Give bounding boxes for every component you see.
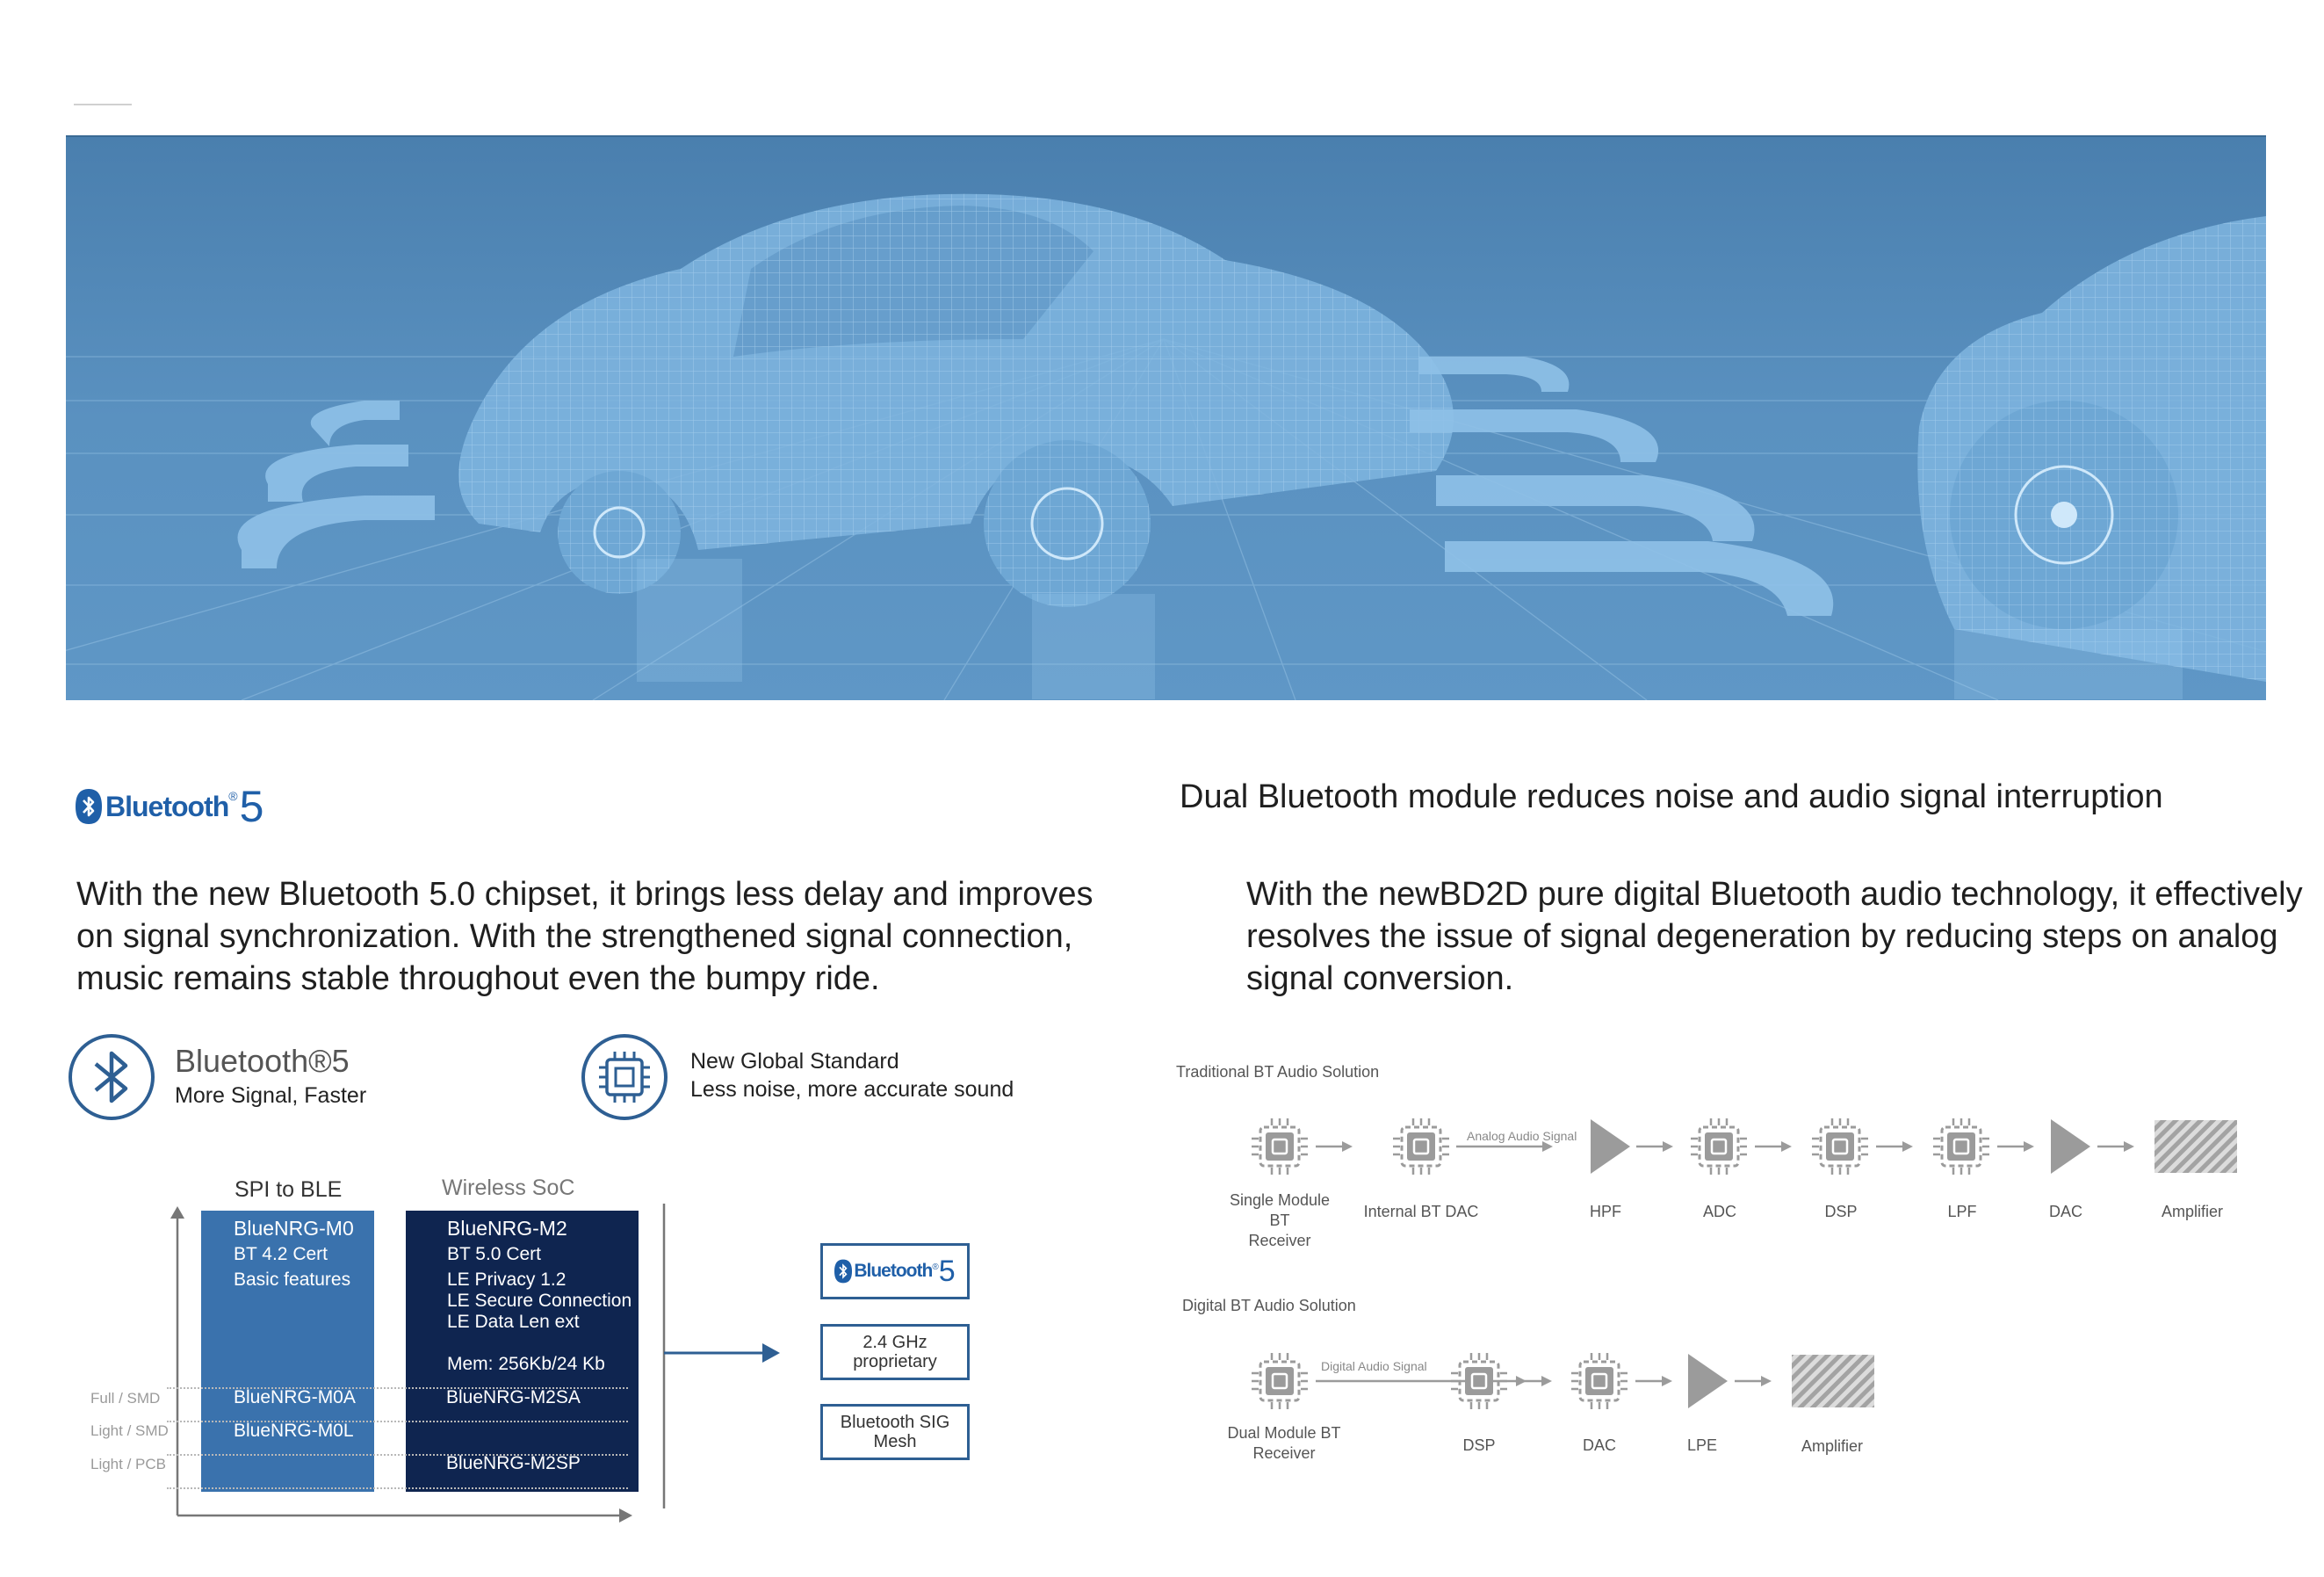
- bluetooth-logo-word: Bluetooth: [105, 790, 229, 822]
- digital-label-amplifier: Amplifier: [1801, 1437, 1863, 1455]
- variant-bluenrg-m2sa: BlueNRG-M2SA: [446, 1387, 581, 1407]
- left-paragraph: [76, 873, 1174, 1000]
- right-paragraph: [1246, 873, 2322, 1000]
- bluetooth-logo-icon: [76, 789, 102, 824]
- chip-feature: BT 5.0 Cert: [447, 1244, 541, 1264]
- traditional-label-lpf: LPF: [1947, 1203, 1977, 1220]
- traditional-label-receiver: Single Module BT Receiver: [1229, 1191, 1331, 1249]
- column-header-spi-to-ble: SPI to BLE: [235, 1177, 343, 1202]
- chip-icon: [1571, 1353, 1628, 1409]
- traditional-label-internal-dac: Internal BT DAC: [1363, 1203, 1479, 1220]
- left-paragraph-line: With the new Bluetooth 5.0 chipset, it brings less delay and improves: [76, 876, 1093, 913]
- chip-icon: [1252, 1118, 1308, 1175]
- side-box-logo-word: Bluetooth: [854, 1261, 933, 1281]
- bluetooth5-logo: [76, 784, 263, 829]
- feature-standard-line1: New Global Standard: [690, 1049, 899, 1074]
- chip-icon: [1393, 1118, 1449, 1175]
- digital-label-dac: DAC: [1582, 1436, 1616, 1454]
- chip-icon: [1252, 1353, 1308, 1409]
- side-box-logo-reg: ®: [932, 1262, 939, 1272]
- right-paragraph-line: With the newBD2D pure digital Bluetooth audio technology, it effectively: [1246, 876, 2303, 913]
- column-header-wireless-soc: Wireless SoC: [442, 1176, 575, 1200]
- filter-triangle-icon: [2051, 1119, 2090, 1174]
- chip-chart-output-arrow: [660, 1199, 788, 1516]
- traditional-label-dac: DAC: [2048, 1203, 2082, 1220]
- variant-bluenrg-m0a: BlueNRG-M0A: [234, 1387, 356, 1407]
- amplifier-hatch-icon: [2154, 1120, 2237, 1173]
- traditional-label-amplifier: Amplifier: [2161, 1203, 2223, 1220]
- side-box-bluetooth5: [820, 1243, 970, 1299]
- feature-bluetooth5-title: Bluetooth®5: [175, 1043, 350, 1079]
- bluetooth-logo-version: 5: [239, 782, 264, 831]
- filter-triangle-icon: [1591, 1119, 1630, 1174]
- bluetooth-logo-icon: [834, 1259, 852, 1284]
- traditional-flow-title: Traditional BT Audio Solution: [1176, 1063, 1380, 1081]
- digital-flow-diagram: [1230, 1342, 1897, 1421]
- chip-icon: [1691, 1118, 1747, 1175]
- chip-feature: BT 4.2 Cert: [234, 1244, 328, 1264]
- left-paragraph-line: on signal synchronization. With the strengthened signal connection,: [76, 918, 1073, 955]
- chip-circle-icon: [580, 1032, 669, 1122]
- row-label-light-pcb: Light / PCB: [90, 1456, 166, 1472]
- row-divider: [167, 1487, 628, 1489]
- chip-bluenrg-m2-details: [447, 1216, 632, 1377]
- chip-feature: Mem: 256Kb/24 Kb: [447, 1354, 605, 1374]
- side-box-proprietary: [820, 1324, 970, 1380]
- feature-bluetooth5-subtitle: More Signal, Faster: [175, 1083, 367, 1108]
- chip-feature: LE Privacy 1.2: [447, 1270, 567, 1290]
- traditional-label-adc: ADC: [1702, 1203, 1736, 1220]
- digital-label-lpe: LPE: [1686, 1436, 1718, 1454]
- chip-icon: [1933, 1118, 1989, 1175]
- chip-feature: LE Secure Connection: [447, 1291, 632, 1311]
- row-label-full-smd: Full / SMD: [90, 1390, 161, 1407]
- bluetooth-circle-icon: [67, 1032, 156, 1122]
- right-heading: Dual Bluetooth module reduces noise and audio signal interruption: [1180, 778, 2163, 815]
- amplifier-hatch-icon: [1792, 1355, 1874, 1407]
- traditional-flow-diagram: [1230, 1107, 2248, 1186]
- variant-bluenrg-m0l: BlueNRG-M0L: [234, 1421, 354, 1441]
- chip-icon: [1812, 1118, 1868, 1175]
- feature-standard-text: [690, 1047, 1014, 1103]
- hero-banner-car-wireframe: [66, 135, 2266, 700]
- chip-name: BlueNRG-M2: [447, 1217, 567, 1240]
- digital-flow-title: Digital BT Audio Solution: [1182, 1297, 1356, 1314]
- chip-bluenrg-m0-details: [234, 1216, 354, 1292]
- feature-standard-line2: Less noise, more accurate sound: [690, 1077, 1014, 1102]
- digital-signal-label: Digital Audio Signal: [1318, 1359, 1430, 1373]
- right-paragraph-line: signal conversion.: [1246, 960, 1514, 997]
- side-box-sig-mesh: [820, 1404, 970, 1460]
- digital-label-receiver: Dual Module BT Receiver: [1227, 1424, 1341, 1462]
- side-box-logo-version: 5: [938, 1255, 956, 1288]
- row-label-light-smd: Light / SMD: [90, 1422, 169, 1439]
- left-paragraph-line: music remains stable throughout even the bumpy ride.: [76, 960, 880, 997]
- analog-signal-label: Analog Audio Signal: [1467, 1129, 1577, 1143]
- traditional-label-hpf: HPF: [1590, 1203, 1621, 1220]
- digital-label-dsp: DSP: [1462, 1436, 1496, 1454]
- chip-feature: LE Data Len ext: [447, 1312, 580, 1332]
- variant-bluenrg-m2sp: BlueNRG-M2SP: [446, 1453, 581, 1473]
- traditional-label-dsp: DSP: [1824, 1203, 1858, 1220]
- side-box-sig-mesh-text: Bluetooth SIG Mesh: [840, 1413, 950, 1451]
- filter-triangle-icon: [1688, 1354, 1728, 1408]
- chip-feature: Basic features: [234, 1270, 351, 1290]
- chip-name: BlueNRG-M0: [234, 1217, 354, 1240]
- top-divider: [74, 104, 132, 105]
- chip-icon: [1451, 1353, 1507, 1409]
- right-paragraph-line: resolves the issue of signal degeneration by reducing steps on analog: [1246, 918, 2278, 955]
- side-box-proprietary-text: 2.4 GHz proprietary: [853, 1333, 937, 1371]
- bluetooth-logo-reg: ®: [228, 789, 238, 803]
